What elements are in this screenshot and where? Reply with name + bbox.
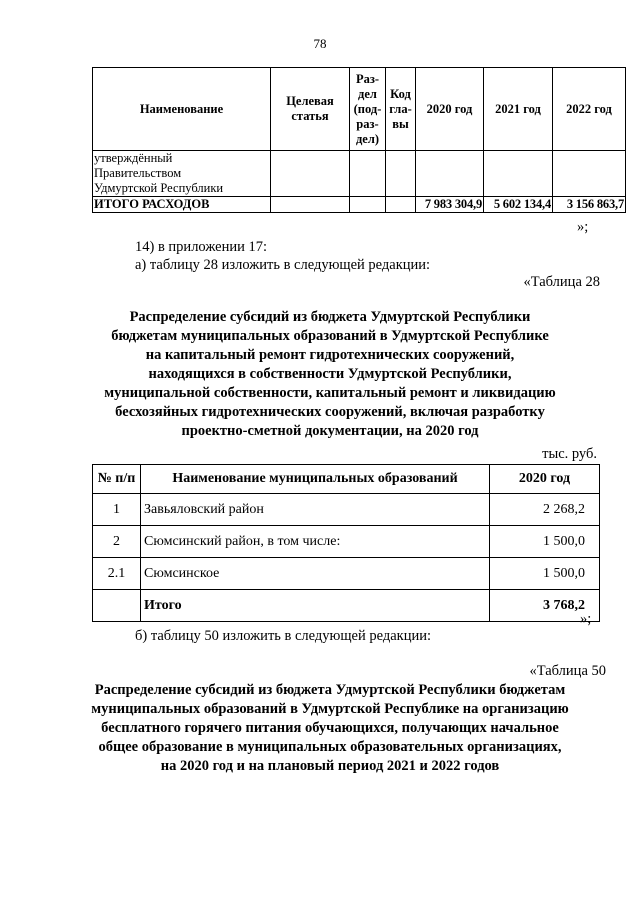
- header-line: Раз-: [355, 71, 380, 86]
- empty-cell: [553, 151, 626, 197]
- row-municipality: Сюмсинский район, в том числе:: [141, 526, 490, 558]
- title-line: общее образование в муниципальных образовательных организациях,: [98, 739, 562, 755]
- header-line: раз-: [356, 116, 379, 131]
- title-line: бюджетам муниципальных образований в Удмуртской Республике: [111, 328, 549, 344]
- title-line: Распределение субсидий из бюджета Удмуртской Республики бюджетам: [94, 682, 566, 698]
- paragraph-14: 14) в приложении 17:: [135, 239, 268, 255]
- total-label: Итого: [141, 590, 490, 622]
- row-name-line: утверждённый: [94, 151, 173, 165]
- header-name: Наименование: [93, 68, 271, 151]
- header-2020: 2020 год: [416, 68, 484, 151]
- header-line: дел: [358, 86, 377, 101]
- total-2020: 7 983 304,9: [416, 197, 484, 213]
- table-50-title: [50, 681, 610, 776]
- title-line: бесплатного горячего питания обучающихся, получающих начальное: [101, 720, 559, 736]
- title-line: проектно-сметной документации, на 2020 год: [181, 423, 479, 439]
- row-number: 2.1: [93, 558, 141, 590]
- row-name-line: Удмуртской Республики: [94, 181, 224, 195]
- title-line: муниципальной собственности, капитальный ремонт и ликвидацию: [104, 385, 556, 401]
- table-28-title: [60, 308, 600, 441]
- expenses-table: [92, 67, 626, 213]
- total-value: 3 768,2: [490, 590, 600, 622]
- row-name-line: Правительством: [94, 166, 182, 180]
- table-row: [93, 558, 600, 590]
- page-number: 78: [313, 36, 327, 51]
- title-line: муниципальных образований в Удмуртской Республике на организацию: [91, 701, 569, 717]
- table-28-label: «Таблица 28: [523, 274, 600, 290]
- header-line: Целевая: [286, 94, 334, 108]
- paragraph-b: б) таблицу 50 изложить в следующей редакции:: [135, 628, 432, 644]
- row-value: 1 500,0: [490, 526, 600, 558]
- header-section: [350, 68, 386, 151]
- title-line: бесхозяйных гидротехнических сооружений, включая разработку: [115, 404, 545, 420]
- expenses-table-header: [93, 68, 626, 151]
- title-line: Распределение субсидий из бюджета Удмуртской Республики: [129, 309, 531, 325]
- header-number: № п/п: [93, 465, 141, 494]
- empty-cell: [416, 151, 484, 197]
- total-2021: 5 602 134,4: [484, 197, 553, 213]
- header-2020: 2020 год: [490, 465, 600, 494]
- empty-cell: [271, 151, 350, 197]
- empty-cell: [386, 151, 416, 197]
- units-label: тыс. руб.: [542, 446, 597, 462]
- table-row: [93, 526, 600, 558]
- header-line: (под-: [353, 101, 382, 116]
- header-line: Код: [390, 86, 411, 101]
- total-row: [93, 197, 626, 213]
- row-municipality: Сюмсинское: [141, 558, 490, 590]
- header-chapter-code: [386, 68, 416, 151]
- total-label: ИТОГО РАСХОДОВ: [93, 197, 271, 213]
- total-2022: 3 156 863,7: [553, 197, 626, 213]
- row-number: 1: [93, 494, 141, 526]
- table-row: [93, 151, 626, 197]
- row-value: 1 500,0: [490, 558, 600, 590]
- total-number: [93, 590, 141, 622]
- header-municipality: Наименование муниципальных образований: [141, 465, 490, 494]
- paragraph-a: а) таблицу 28 изложить в следующей редакции:: [135, 257, 431, 273]
- empty-cell: [484, 151, 553, 197]
- table-50-label: «Таблица 50: [529, 663, 606, 679]
- table-row: [93, 494, 600, 526]
- header-line: гла-: [389, 101, 412, 116]
- empty-cell: [386, 197, 416, 213]
- header-line: дел): [355, 131, 380, 146]
- row-name-cell: [93, 151, 271, 197]
- subsidies-table-header: [93, 465, 600, 494]
- quote-close-mark: »;: [577, 219, 589, 235]
- title-line: на капитальный ремонт гидротехнических сооружений,: [145, 347, 515, 363]
- row-value: 2 268,2: [490, 494, 600, 526]
- empty-cell: [350, 151, 386, 197]
- header-line: вы: [392, 116, 409, 131]
- title-line: на 2020 год и на плановый период 2021 и 2022 годов: [160, 758, 500, 774]
- subsidies-table: [92, 464, 600, 622]
- title-line: находящихся в собственности Удмуртской Республики,: [148, 366, 512, 382]
- header-2022: 2022 год: [553, 68, 626, 151]
- header-target-article: [271, 68, 350, 151]
- quote-close-mark: »;: [580, 611, 592, 627]
- empty-cell: [350, 197, 386, 213]
- empty-cell: [271, 197, 350, 213]
- total-row: [93, 590, 600, 622]
- header-2021: 2021 год: [484, 68, 553, 151]
- row-municipality: Завьяловский район: [141, 494, 490, 526]
- row-number: 2: [93, 526, 141, 558]
- header-line: статья: [291, 109, 329, 123]
